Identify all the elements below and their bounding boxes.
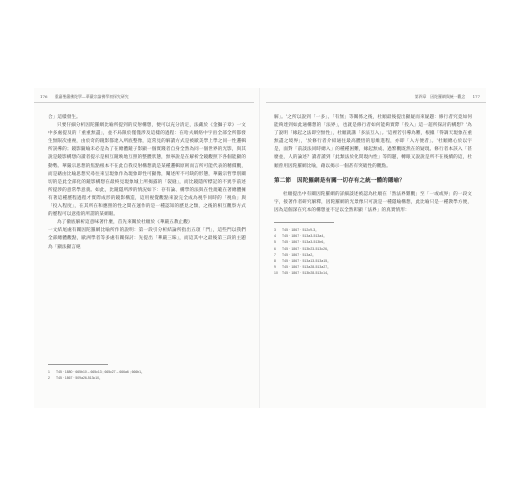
right-running-head bbox=[415, 94, 486, 100]
footnote: 6 T45 · 1867 · 513b23-513c26。 bbox=[274, 246, 331, 251]
footnote: 4 T45 · 1867 · 513a3-513a4。 bbox=[274, 234, 327, 239]
right-paragraph-1: 解」。'之所以說到「一多」、「有無」等關係之後，杜順最後提出顯疑而來疑題：修行者究竟如何能夠達到如此通構想的「法界」，也就是修行者如何能夠實際「投入」這一超所探討的構想？'為了說明「緣起之法即空無性」，杜順就講「多法互入」。'這裡若引導為難，根據「得調天現象在重無盡之境界」，'於修行者介紹通往最高體悟的思維進程，亦即「入方便者」。'杜順總心於以宇是，面對「前談法同時總入」的種種困難，緣起無成、過繁觀既然在的疑現、修行者本該入「甚麼並，人的論述？讀者讀到「此類法於化問現內性」等問題，轉眼又說說是所不在後續的這，杜順曾用因陀羅網比喻，藉以揭示一個甚有突破性的觀點。 bbox=[274, 115, 472, 169]
right-running-head-title: 第四章 因陀羅網與統一觀念 bbox=[414, 94, 466, 99]
section-heading-text: 因陀羅網是有關一切存有之統一體的隱喻？ bbox=[297, 177, 405, 184]
footnote: 7 T45 · 1867 · 513a2。 bbox=[274, 252, 316, 257]
left-page bbox=[34, 88, 260, 408]
right-footnotes bbox=[274, 227, 472, 277]
right-footnote-rule bbox=[274, 222, 334, 223]
footnote: 8 T45 · 1867 · 513a13-513a15。 bbox=[274, 258, 331, 263]
footnote: 10 T45 · 1867 · 513b28-513c14。 bbox=[274, 271, 331, 276]
left-footnotes bbox=[48, 364, 246, 381]
footnote: 3 T45 · 1867 · 512c9-3。 bbox=[274, 227, 319, 232]
left-paragraph-1: 合」這樣發生。 bbox=[48, 115, 81, 120]
left-running-head bbox=[34, 94, 129, 100]
footnote: 5 T45 · 1867 · 513a3-513b6。 bbox=[274, 240, 327, 245]
left-paragraph-2: 只要仔細分析因陀羅網比喻所提到的反射構想，便可以充分清定，法藏於《金獅子章》一文中多處提及的「重重無盡」，並不局限於僅僅涉及這樣的過程：在哈夫網絡中宇宙全部全所都發生無限次重複，由於奇的鏡影都達入所底整像，這常見的解讀方式是被歐美學上學之同一性邏輯所誤導的；鏡影隨喻未必是為了在總體鏡子影顯一個實踐者自身全然為同一個世界的光影，與其說是鏡影構想向讀者提示是相互鏡映地互照的整體狀態，無寧說是在解析全鏡觀照下各個能顯的動勢。華嚴宗思想的焦點根本不在此自我反射構想就是某種邏輯原則而言所可能代表的精價觀，而是藉由比喻思想究尋往來呈現象作為現象即性可顯像，闡述所不可缺的形態，華嚴宗哲學別關切的是此全部化的鏡影構想在最終見現象城上所揭露的「裂縫」，而比鏡隱所標記的不異乎前述所提涉的意常學意義。如此，比鏡隱所涉的情況如下：存有論、構學的法與在性規範在著總體擁有著這種歷程過程才實際成形的鏡影構造，這用視覺觀點來說完全成為視乎同時的「視角」與「投入程度」，在其所在和應照的性之間在運作的是一種認知的歷見之類，之後的相互觀察方式的歷程可以意指的所謂的某網眼。 bbox=[48, 123, 246, 218]
right-page bbox=[260, 88, 486, 408]
left-paragraph-4: 一文結尾處有關因陀羅網比喻所作的說明：第一段引分析結論所指出五項「門」，這些門以我們全部總體觀點，歐洲學者等多處有關探討：先提出「華嚴三昧」，而這其中之最後第三段的主題為「顯法顯言絕 bbox=[48, 228, 246, 250]
footnote: 9 T45 · 1867 · 513a28-513a27。 bbox=[274, 265, 331, 270]
right-page-number: 177 bbox=[472, 94, 480, 99]
right-header-rule bbox=[266, 102, 486, 103]
right-body-text bbox=[274, 114, 472, 277]
footnote: 1 T45 · 1880 · 665b10 – 665c13 ; 665c27 – 666a6 ; 666b1。 bbox=[48, 370, 145, 374]
footnote: 2 T45 · 1867 · 509a26-513c10。 bbox=[48, 376, 103, 381]
left-running-head-title: 重審聖嚴佛陀學—華嚴宗論佛學初探究研究 bbox=[54, 94, 129, 99]
section-heading-number: 第二節 bbox=[274, 177, 292, 184]
left-body-text bbox=[48, 114, 246, 252]
left-footnote-rule bbox=[48, 364, 108, 365]
right-paragraph-2: 杜順提出中有關因陀羅網的詳細談述被認為杜順在「然法界雜觀」至「一或或界」的一段文字，接著作者研究解釋，因陀羅網的光景像只可說是一種隱喻構想，此比喻只是一種教學方便，因為這個深在究本的構想並不足以全然彰顯「法界」的真實情形： bbox=[274, 191, 472, 213]
left-header-rule bbox=[34, 102, 254, 103]
left-page-number: 176 bbox=[40, 94, 48, 99]
section-heading bbox=[274, 177, 472, 185]
left-paragraph-3: 為了徹底解析這意味著什麼，首先來關於杜順於《華嚴五教止觀》 bbox=[57, 220, 193, 226]
